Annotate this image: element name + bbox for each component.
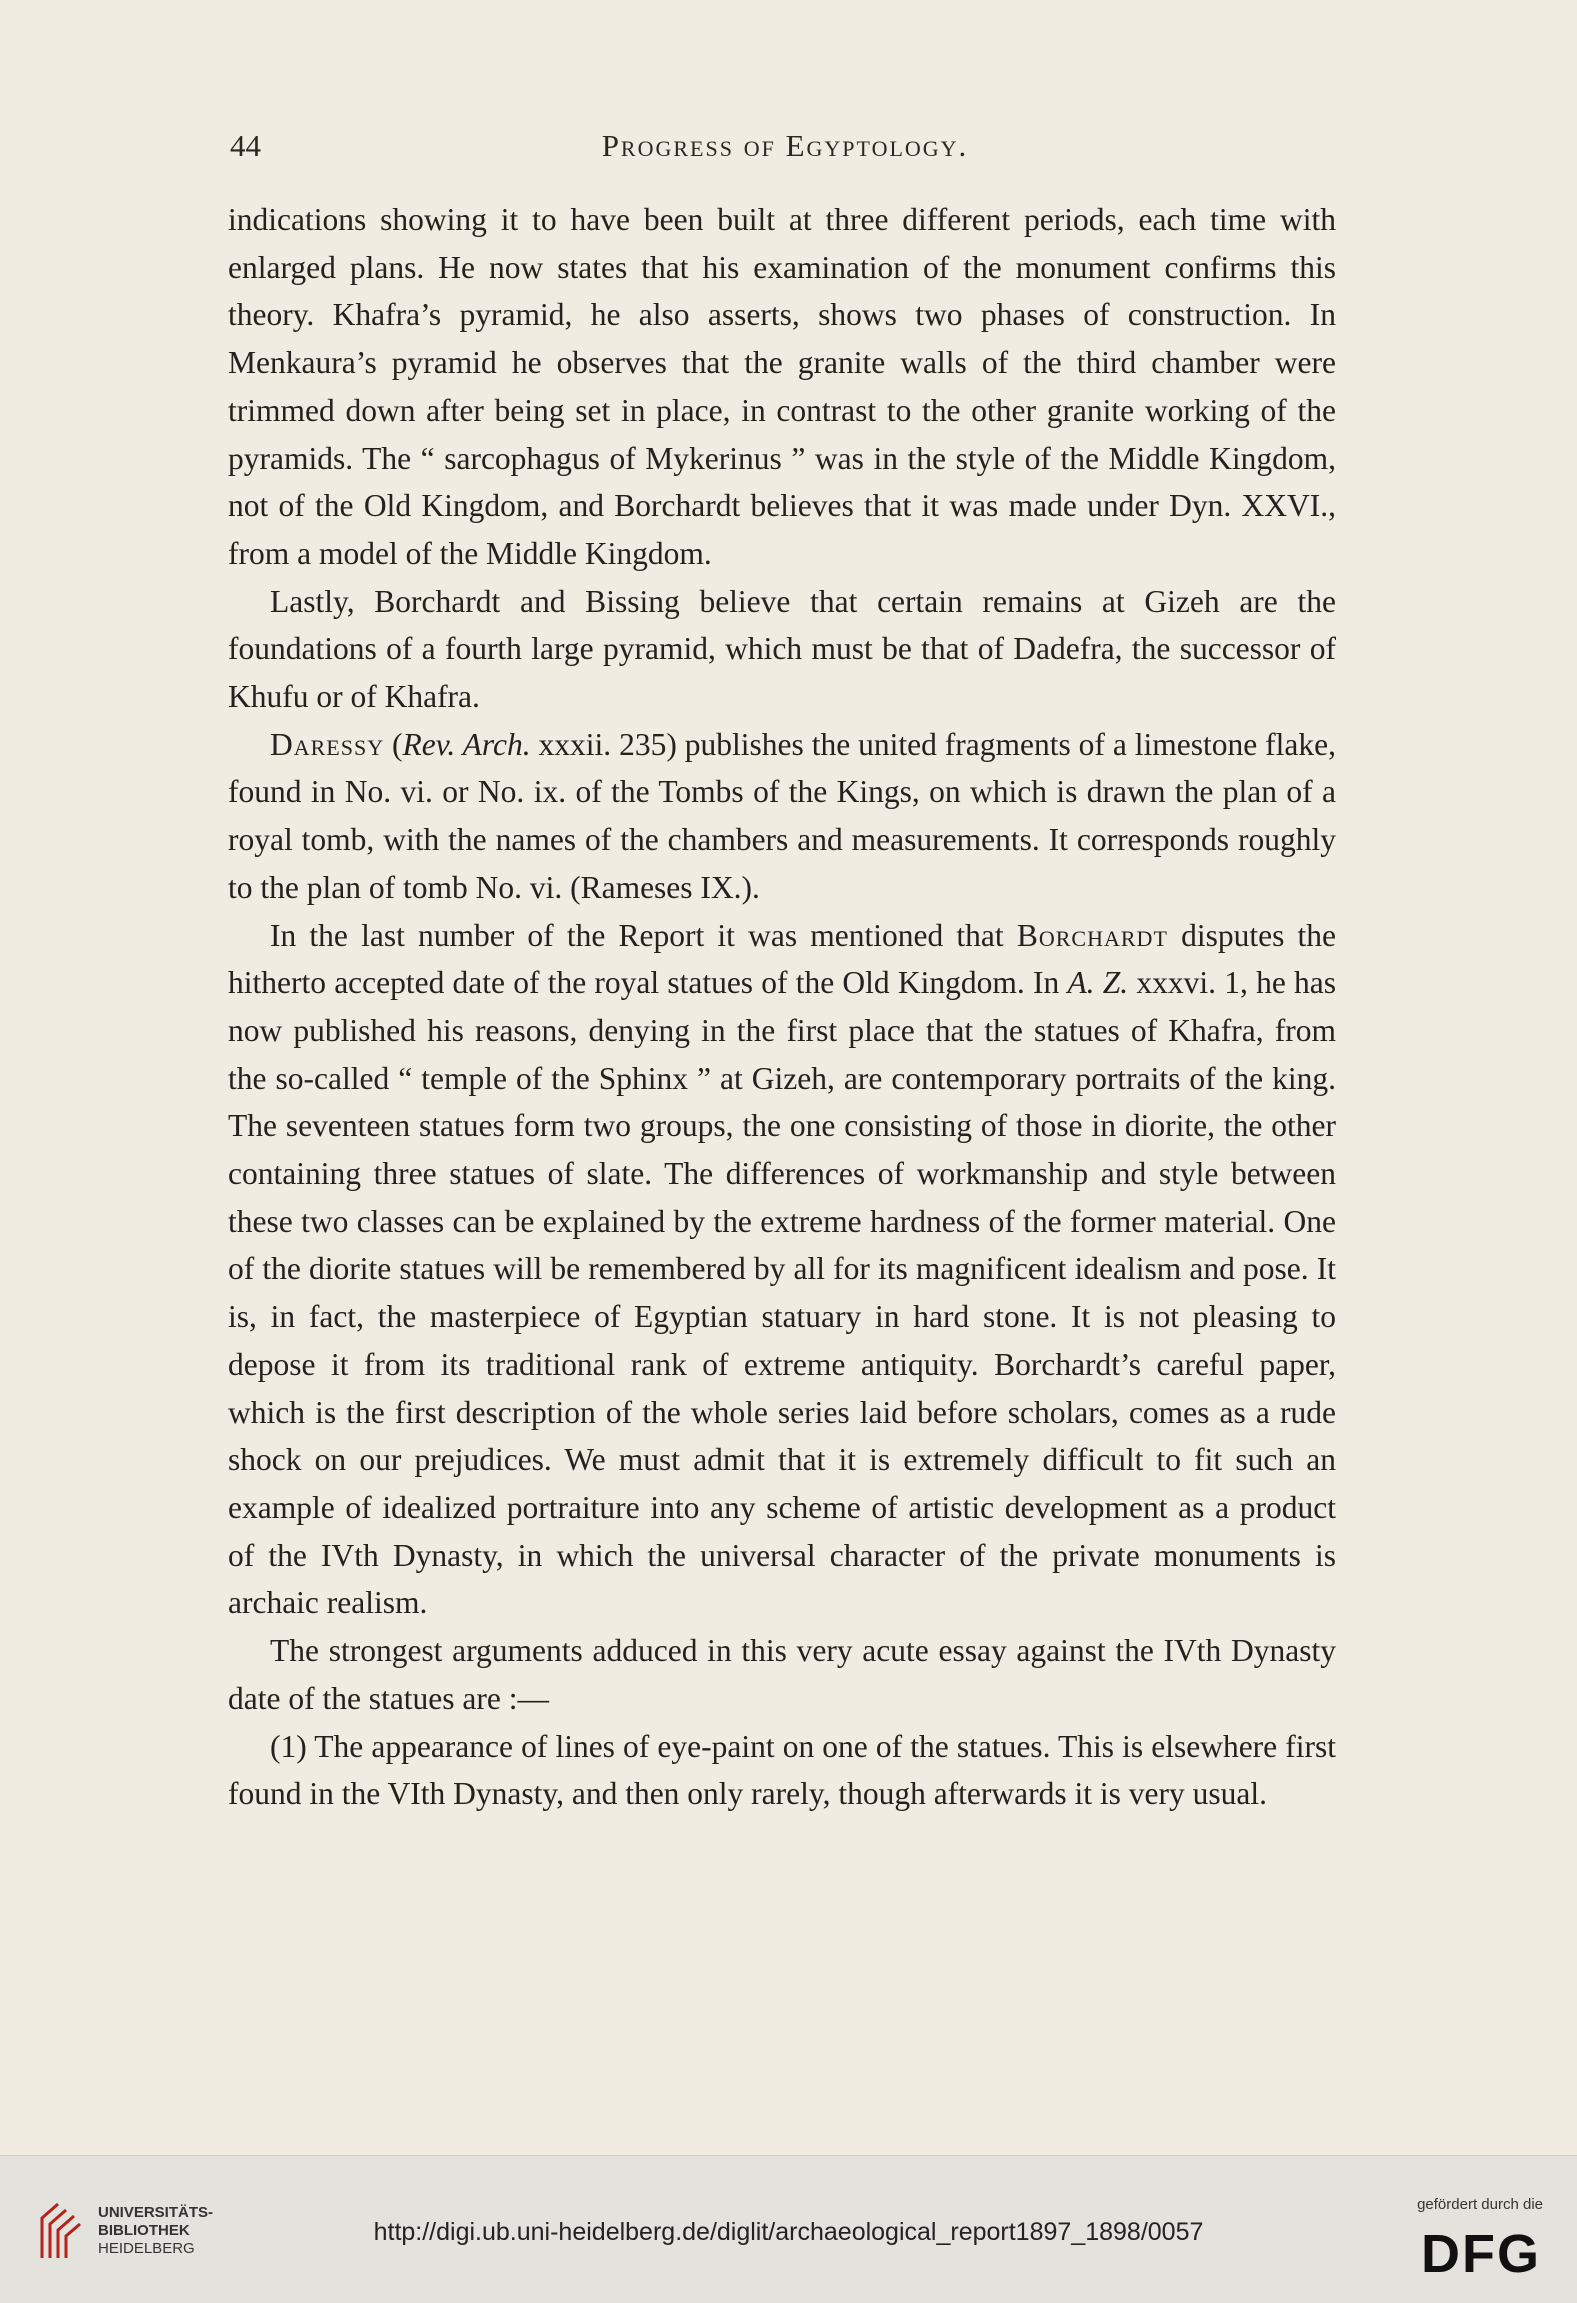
digitization-footer <box>0 2155 1577 2303</box>
library-name-line-1: UNIVERSITÄTS- <box>98 2204 214 2221</box>
journal-az: A. Z. <box>1067 965 1129 1001</box>
page-header <box>230 128 1340 178</box>
paragraph-3 <box>228 721 1336 912</box>
paragraph-4-b: disputes the hitherto accepted date of the royal statues of the Old Kingdom. In <box>228 917 1336 1001</box>
body-text <box>228 196 1336 1818</box>
running-title: Progress of Egyptology. <box>601 128 969 163</box>
paragraph-4 <box>228 912 1336 1628</box>
author-borchardt: Borchardt <box>1016 917 1168 953</box>
library-name-line-3: HEIDELBERG <box>98 2240 195 2257</box>
paragraph-4-c: xxxvi. 1, he has now published his reasons, denying in the first place that the statues of Khafra, from the so-called “ temple of the Sphinx ” at Gizeh, are contemporary portraits of the king. The seventeen statues form two groups, the one consisting of those in diorite, the other containing three statues of slate. The differences of workmanship and style between these two classes can be explained by the extreme hardness of the former material. One of the diorite statues will be remembered by all for its magnificent idealism and pose. It is, in fact, the masterpiece of Egyptian statuary in hard stone. It is not pleasing to depose it from its traditional rank of extreme antiquity. Borchardt’s careful paper, which is the first description of the whole series laid before scholars, comes as a rude shock on our prejudices. We must admit that it is extremely difficult to fit such an example of idealized portraiture into any scheme of artistic development as a product of the IVth Dynasty, in which the universal character of the private monuments is archaic realism. <box>228 965 1336 1621</box>
author-daressy: Daressy <box>270 726 385 762</box>
page-number: 44 <box>230 128 261 163</box>
paragraph-5: The strongest arguments adduced in this very acute essay against the IVth Dynasty date of the statues are :— <box>228 1633 1336 1716</box>
paragraph-2: Lastly, Borchardt and Bissing believe that certain remains at Gizeh are the foundations of a fourth large pyramid, which must be that of Dadefra, the successor of Khufu or of Khafra. <box>228 583 1336 715</box>
library-name-line-2: BIBLIOTHEK <box>98 2222 190 2239</box>
paragraph-1: indications showing it to have been built at three different periods, each time with enlarged plans. He now states that his examination of the monument confirms this theory. Khafra’s pyramid, he also asserts, shows two phases of construction. In Menkaura’s pyramid he observes that the granite walls of the third chamber were trimmed down after being set in place, in contrast to the other granite working of the pyramids. The “ sarcophagus of Mykerinus ” was in the style of the Middle Kingdom, not of the Old Kingdom, and Borchardt believes that it was made under Dyn. XXVI., from a model of the Middle Kingdom. <box>228 202 1336 571</box>
paragraph-4-a: In the last number of the Report it was mentioned that <box>270 917 1017 953</box>
paragraph-6: (1) The appearance of lines of eye-paint on one of the statues. This is elsewhere first found in the VIth Dynasty, and then only rarely, though afterwards it is very usual. <box>228 1728 1336 1812</box>
journal-rev-arch: Rev. Arch. <box>402 726 531 762</box>
paragraph-3-rest: xxxii. 235) publishes the united fragments of a limestone flake, found in No. vi. or No. ix. of the Tombs of the Kings, on which is drawn the plan of a royal tomb, with the names of the chambers and measurements. It corresponds roughly to the plan of tomb No. vi. (Rameses IX.). <box>228 726 1336 905</box>
dfg-logo: DFG <box>1421 2224 1541 2284</box>
paragraph-3-open: ( <box>384 726 403 762</box>
funded-by-label: gefördert durch die <box>1417 2196 1543 2213</box>
permalink-url[interactable]: http://digi.ub.uni-heidelberg.de/diglit/archaeological_report1897_1898/0057 <box>373 2218 1204 2246</box>
